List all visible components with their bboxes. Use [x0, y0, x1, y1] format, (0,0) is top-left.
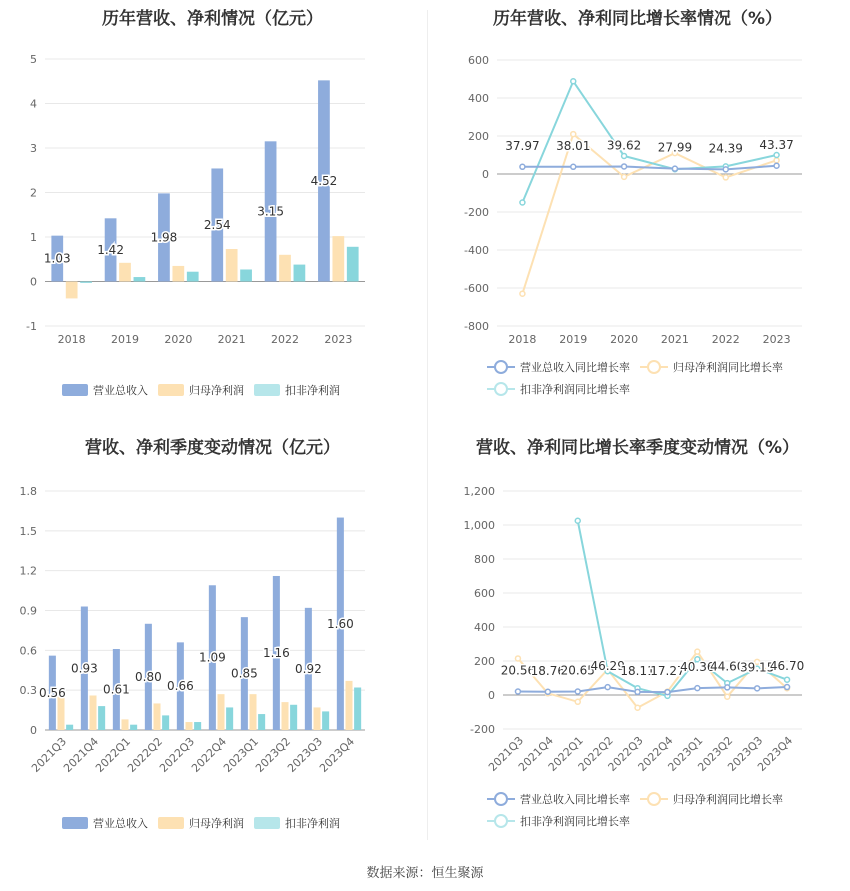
legend-marker	[487, 382, 515, 396]
y-tick-label: 1.2	[19, 564, 37, 578]
y-tick-label: 0	[482, 168, 489, 181]
chart-title: 历年营收、净利同比增长率情况（%）	[492, 9, 783, 29]
x-tick-label: 2022Q3	[605, 733, 646, 774]
legend-net-profit-growth[interactable]	[640, 788, 783, 810]
annual-bar-chart	[0, 0, 425, 410]
legend-deducted-growth[interactable]	[487, 810, 630, 832]
bar	[249, 694, 256, 730]
data-label: 18.11	[620, 663, 655, 678]
data-point	[622, 153, 627, 158]
bar	[226, 707, 233, 730]
data-label: 2.54	[203, 217, 231, 232]
y-tick-label: 200	[468, 130, 489, 143]
x-tick-label: 2022	[271, 333, 299, 346]
x-tick-label: 2023Q3	[285, 734, 326, 775]
data-point	[635, 689, 640, 694]
bar	[185, 722, 192, 730]
y-tick-label: 1,200	[463, 485, 495, 498]
x-tick-label: 2021Q4	[515, 733, 556, 774]
bar	[89, 695, 96, 730]
chart-title: 营收、净利季度变动情况（亿元）	[85, 438, 340, 458]
data-label: 0.85	[231, 666, 258, 681]
data-label: 1.60	[327, 616, 354, 631]
bar	[194, 722, 201, 730]
data-label: 1.16	[263, 645, 290, 660]
x-tick-label: 2022Q4	[635, 733, 676, 774]
data-label: 38.01	[556, 138, 591, 153]
y-tick-label: -200	[470, 723, 495, 736]
x-tick-label: 2021	[660, 333, 689, 346]
data-point	[725, 694, 730, 699]
legend-label: 扣非净利润同比增长率	[520, 815, 630, 828]
legend-revenue[interactable]	[62, 812, 148, 834]
x-tick-label: 2023Q1	[665, 733, 706, 774]
quarterly-bar-chart	[0, 425, 425, 850]
legend-swatch	[254, 817, 280, 829]
legend-marker	[640, 792, 668, 806]
data-label: 1.09	[199, 650, 226, 665]
data-label: 17.27	[650, 664, 685, 679]
y-tick-label: 400	[468, 92, 489, 105]
data-point	[665, 690, 670, 695]
data-point	[605, 685, 610, 690]
legend-swatch	[158, 384, 184, 396]
y-tick-label: -1	[26, 320, 37, 333]
bar	[80, 282, 92, 283]
y-tick-label: 0.3	[19, 684, 37, 698]
data-point	[520, 200, 525, 205]
y-tick-label: 5	[30, 53, 37, 66]
data-label: 20.65	[560, 663, 595, 678]
series-line	[518, 687, 787, 692]
data-point	[571, 132, 576, 137]
legend-label: 归母净利润	[189, 817, 244, 830]
data-label: 24.39	[708, 141, 743, 156]
legend-swatch	[158, 817, 184, 829]
data-point	[635, 705, 640, 710]
legend-deducted[interactable]	[254, 379, 340, 401]
bar	[226, 249, 238, 281]
bar	[354, 688, 361, 730]
bar	[119, 263, 131, 282]
y-tick-label: 1.8	[19, 485, 37, 498]
x-tick-label: 2018	[508, 333, 537, 346]
data-point	[622, 174, 627, 179]
data-point	[695, 649, 700, 654]
y-tick-label: 600	[468, 54, 489, 67]
x-tick-label: 2023	[324, 333, 353, 346]
bar	[313, 707, 320, 730]
legend-swatch	[62, 817, 88, 829]
data-point	[774, 163, 779, 168]
y-tick-label: 0	[30, 724, 37, 737]
x-tick-label: 2023	[762, 333, 791, 346]
legend	[62, 379, 350, 401]
y-tick-label: 800	[474, 553, 495, 566]
legend-label: 营业总收入同比增长率	[520, 793, 630, 806]
x-tick-label: 2020	[164, 333, 193, 346]
legend-label: 营业总收入	[93, 817, 148, 830]
legend-label: 营业总收入	[93, 384, 148, 397]
annual-revenue-profit-panel	[0, 0, 425, 410]
series-line	[522, 134, 776, 294]
data-label: 0.61	[103, 682, 130, 697]
y-tick-label: 0.9	[19, 604, 37, 618]
bar	[345, 681, 352, 730]
quarterly-revenue-profit-panel	[0, 425, 425, 850]
data-point	[774, 158, 779, 163]
bar	[121, 719, 128, 730]
legend-marker	[487, 792, 515, 806]
y-tick-label: 400	[474, 621, 495, 634]
data-point	[622, 164, 627, 169]
data-label: 43.37	[759, 137, 794, 152]
x-tick-label: 2023Q2	[253, 734, 294, 775]
data-label: 44.60	[710, 659, 745, 674]
data-point	[575, 699, 580, 704]
y-tick-label: 600	[474, 587, 495, 600]
bar	[172, 266, 184, 282]
data-point	[695, 686, 700, 691]
bar	[347, 247, 359, 282]
legend-deducted[interactable]	[254, 812, 340, 834]
data-label: 18.76	[530, 663, 566, 678]
bar	[98, 706, 105, 730]
y-tick-label: 1,000	[463, 519, 495, 532]
data-label: 0.66	[167, 679, 194, 694]
quarterly-growth-panel	[425, 425, 850, 850]
legend-swatch	[62, 384, 88, 396]
legend-label: 营业总收入同比增长率	[520, 361, 630, 374]
legend	[62, 812, 350, 834]
data-label: 46.29	[590, 659, 625, 674]
y-tick-label: 0.6	[19, 644, 37, 658]
chart-title: 历年营收、净利情况（亿元）	[102, 9, 323, 29]
x-tick-label: 2022Q2	[575, 733, 616, 774]
y-tick-label: 1	[30, 231, 37, 244]
data-label: 46.70	[769, 659, 805, 674]
legend-marker	[487, 360, 515, 374]
bar	[130, 725, 137, 730]
data-label: 1.03	[43, 251, 71, 266]
legend	[487, 788, 847, 832]
data-label: 39.62	[606, 138, 642, 153]
bar	[66, 282, 78, 299]
data-label: 0.92	[295, 661, 322, 676]
y-tick-label: 4	[30, 97, 37, 111]
bar	[57, 697, 64, 730]
bar	[134, 277, 146, 281]
data-label: 0.56	[39, 685, 66, 700]
data-point	[575, 689, 580, 694]
data-point	[520, 291, 525, 296]
y-tick-label: 2	[30, 186, 37, 200]
x-tick-label: 2022Q3	[157, 734, 198, 775]
x-tick-label: 2020	[610, 333, 639, 346]
bar	[279, 255, 291, 282]
x-tick-label: 2019	[111, 333, 139, 346]
legend-label: 扣非净利润	[285, 384, 340, 397]
x-tick-label: 2022Q2	[125, 734, 166, 775]
legend-deducted-growth[interactable]	[487, 378, 630, 400]
x-tick-label: 2023Q3	[725, 733, 766, 774]
series-line	[522, 166, 776, 170]
data-point	[515, 689, 520, 694]
data-point	[520, 164, 525, 169]
x-tick-label: 2023Q4	[755, 733, 796, 774]
data-label: 1.98	[150, 230, 178, 245]
data-label: 1.42	[97, 242, 124, 257]
x-tick-label: 2023Q4	[317, 734, 358, 775]
annual-line-chart	[425, 0, 850, 410]
y-tick-label: 0	[30, 275, 37, 289]
data-point	[515, 656, 520, 661]
bar	[294, 265, 306, 282]
bar	[162, 715, 169, 730]
data-point	[672, 166, 677, 171]
data-point	[545, 689, 550, 694]
legend-net-profit[interactable]	[158, 379, 244, 401]
legend-revenue-growth[interactable]	[487, 356, 630, 378]
x-tick-label: 2023Q2	[695, 733, 736, 774]
y-tick-label: 0	[488, 689, 495, 702]
y-tick-label: -200	[464, 206, 489, 219]
data-label: 4.52	[310, 173, 338, 188]
y-tick-label: -600	[464, 282, 489, 295]
x-tick-label: 2021Q3	[486, 733, 527, 774]
y-tick-label: 1.5	[19, 524, 37, 538]
data-label: 37.97	[505, 138, 540, 153]
bar	[240, 269, 252, 281]
data-point	[723, 175, 728, 180]
bar	[66, 725, 73, 730]
data-label: 0.93	[71, 661, 98, 676]
data-label: 3.15	[257, 204, 284, 219]
x-tick-label: 2022Q1	[545, 733, 586, 774]
data-point	[785, 677, 790, 682]
legend-swatch	[254, 384, 280, 396]
chart-title: 营收、净利同比增长率季度变动情况（%）	[475, 438, 800, 458]
data-point	[723, 167, 728, 172]
y-tick-label: 200	[474, 655, 495, 668]
data-point	[571, 164, 576, 169]
bar	[217, 694, 224, 730]
bar	[258, 714, 265, 730]
legend-net-profit-growth[interactable]	[640, 356, 783, 378]
legend-label: 归母净利润同比增长率	[673, 793, 783, 806]
bar	[281, 702, 288, 730]
x-tick-label: 2022Q1	[93, 734, 134, 775]
bar	[290, 705, 297, 730]
x-tick-label: 2022Q4	[189, 734, 230, 775]
data-label: 39.15	[739, 660, 775, 675]
bar	[332, 236, 344, 281]
legend-label: 扣非净利润同比增长率	[520, 383, 630, 396]
x-tick-label: 2023Q1	[221, 734, 262, 775]
x-tick-label: 2021Q3	[29, 734, 70, 775]
data-point	[725, 685, 730, 690]
bar	[187, 272, 199, 282]
data-source: 数据来源：恒生聚源	[366, 866, 484, 881]
legend-label: 归母净利润	[189, 384, 244, 397]
bar	[322, 711, 329, 730]
x-tick-label: 2018	[57, 333, 86, 346]
legend-revenue[interactable]	[62, 379, 148, 401]
legend-marker	[640, 360, 668, 374]
data-label: 20.56	[500, 663, 536, 678]
quarterly-line-chart	[425, 425, 850, 850]
y-tick-label: -800	[464, 320, 489, 333]
x-tick-label: 2019	[559, 333, 588, 346]
legend-marker	[487, 814, 515, 828]
x-tick-label: 2022	[711, 333, 740, 346]
data-point	[571, 79, 576, 84]
legend-revenue-growth[interactable]	[487, 788, 630, 810]
legend-label: 扣非净利润	[285, 817, 340, 830]
x-tick-label: 2021Q4	[61, 734, 102, 775]
x-tick-label: 2021	[217, 333, 246, 346]
data-point	[774, 153, 779, 158]
y-tick-label: 3	[30, 142, 37, 155]
legend	[487, 356, 847, 400]
data-label: 40.36	[680, 660, 715, 675]
legend-label: 归母净利润同比增长率	[673, 361, 783, 374]
data-point	[575, 518, 580, 523]
data-point	[755, 686, 760, 691]
data-label: 0.80	[135, 669, 162, 684]
data-point	[785, 685, 790, 690]
y-tick-label: -400	[464, 244, 489, 257]
data-label: 27.99	[657, 140, 693, 155]
bar	[153, 703, 160, 730]
legend-net-profit[interactable]	[158, 812, 244, 834]
annual-growth-panel	[425, 0, 850, 410]
